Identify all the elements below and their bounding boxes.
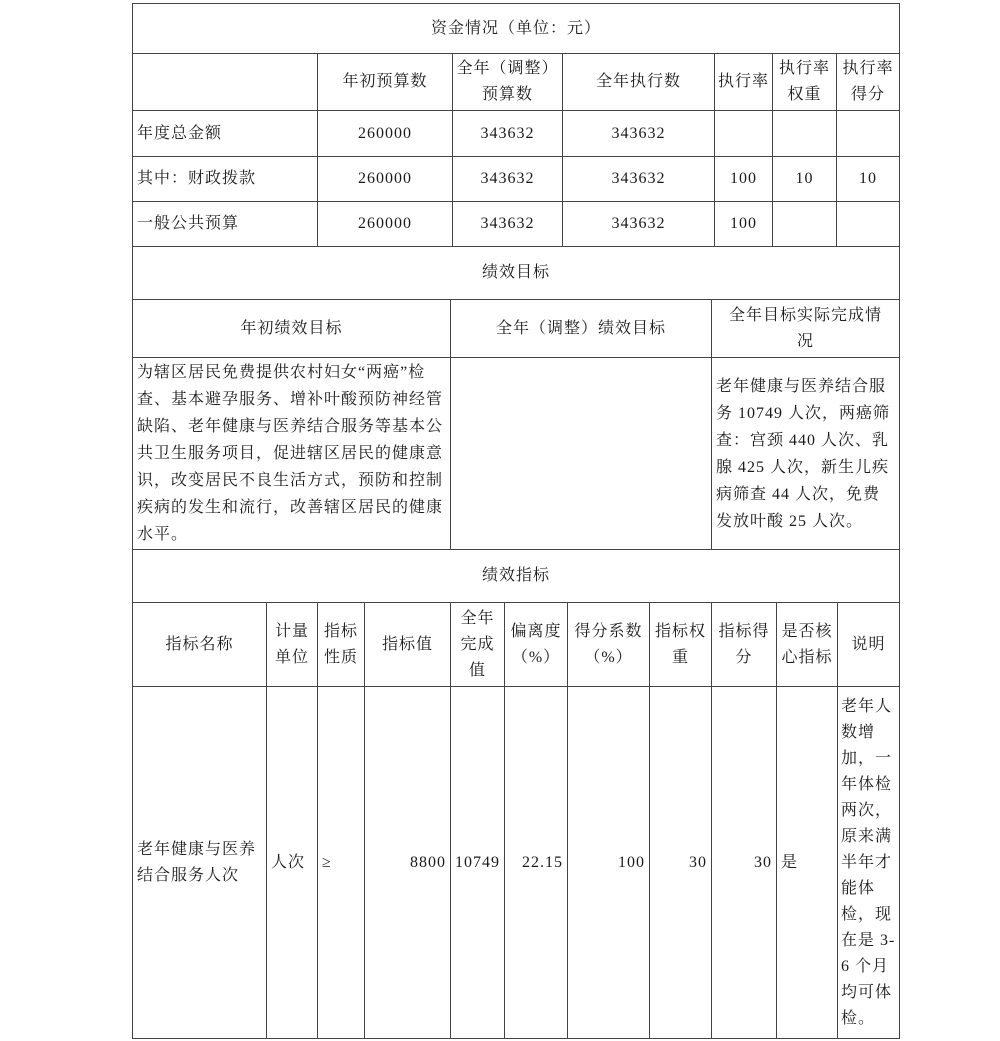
indicator-target-cell: 8800: [365, 687, 451, 1038]
funding-value-exec-rate-score: [837, 202, 899, 246]
funding-row-label: 年度总金额: [133, 111, 318, 156]
performance-evaluation-table: [132, 3, 900, 1039]
goals-header-row: [133, 300, 899, 358]
goals-header-initial: 年初绩效目标: [133, 300, 451, 357]
indicator-header-weight: 指标权重: [650, 603, 712, 686]
indicator-score-coef-cell: 100: [568, 687, 650, 1038]
funding-value-executed: 343632: [563, 202, 715, 246]
indicator-header-completed: 全年完成值: [451, 603, 505, 686]
funding-row-label: 其中：财政拨款: [133, 157, 318, 201]
goals-header-actual: 全年目标实际完成情况: [728, 306, 882, 350]
indicators-title-row: [133, 550, 899, 603]
funding-header-blank: [133, 54, 318, 110]
indicator-header-score: 指标得分: [712, 603, 777, 686]
indicator-header-note: 说明: [851, 635, 886, 653]
funding-row-fiscal: [133, 157, 899, 202]
indicator-score-cell: 30: [712, 687, 777, 1038]
indicator-header-core: 是否核心指标: [777, 603, 838, 686]
funding-value-exec-rate: [715, 111, 773, 156]
funding-header-row: [133, 54, 899, 111]
funding-value-exec-rate-score: [837, 111, 899, 156]
funding-row-public-budget: [133, 202, 899, 247]
goals-header-adjusted: 全年（调整）绩效目标: [451, 300, 712, 357]
indicators-header-row: [133, 603, 899, 687]
indicator-header-name: 指标名称: [133, 603, 267, 686]
funding-title-row: [133, 4, 899, 54]
goals-actual-text: 老年健康与医养结合服务 10749 人次，两癌筛查：宫颈 440 人次、乳腺 425 人次，新生儿疾病筛查 44 人次，免费发放叶酸 25 人次。: [716, 377, 891, 530]
goals-initial-text: 为辖区居民免费提供农村妇女“两癌”检查、基本避孕服务、增补叶酸预防神经管缺陷、老年健康与医养结合服务等基本公共卫生服务项目，促进辖区居民的健康意识，改变居民不良生活方式，预防和控制疾病的发生和流行，改善辖区居民的健康水平。: [133, 358, 451, 549]
indicator-name-cell: 老年健康与医养结合服务人次: [133, 687, 267, 1038]
indicator-header-target: 指标值: [365, 603, 451, 686]
funding-value-exec-rate: 100: [715, 202, 773, 246]
funding-value-adjusted-budget: 343632: [453, 202, 563, 246]
indicator-header-deviation: 偏离度（%）: [505, 603, 568, 686]
indicator-data-row: [133, 687, 899, 1038]
funding-value-initial-budget: 260000: [318, 157, 453, 201]
indicator-header-score-coef: 得分系数（%）: [568, 603, 650, 686]
funding-section-title: 资金情况（单位：元）: [430, 19, 601, 37]
indicator-header-unit: 计量单位: [267, 603, 318, 686]
funding-row-total: [133, 111, 899, 157]
funding-header-exec-rate: 执行率: [715, 54, 773, 110]
indicator-note-cell: 老年人数增加，一年体检两次，原来满半年才能体检，现在是 3-6 个月均可体检。: [841, 697, 896, 1027]
funding-row-label: 一般公共预算: [133, 202, 318, 246]
funding-header-executed: 全年执行数: [563, 54, 715, 110]
indicator-completed-cell: 10749: [451, 687, 505, 1038]
goals-section-title: 绩效目标: [481, 264, 550, 281]
funding-value-exec-rate-score: 10: [859, 170, 877, 187]
indicator-header-nature: 指标性质: [318, 603, 365, 686]
funding-header-exec-rate-weight: 执行率权重: [773, 54, 837, 110]
funding-value-exec-rate-weight: [773, 111, 837, 156]
funding-value-executed: 343632: [563, 157, 715, 201]
funding-value-adjusted-budget: 343632: [453, 111, 563, 156]
funding-value-exec-rate-weight: [773, 202, 837, 246]
goals-adjusted-text: [451, 358, 712, 549]
indicator-core-cell: 是: [777, 687, 838, 1038]
funding-value-executed: 343632: [563, 111, 715, 156]
indicator-deviation-cell: 22.15: [505, 687, 568, 1038]
goals-title-row: [133, 247, 899, 300]
funding-value-exec-rate: 100: [715, 157, 773, 201]
funding-header-initial-budget: 年初预算数: [318, 54, 453, 110]
funding-header-exec-rate-score: 执行率得分: [842, 60, 894, 103]
funding-value-initial-budget: 260000: [318, 111, 453, 156]
funding-value-initial-budget: 260000: [318, 202, 453, 246]
indicators-section-title: 绩效指标: [481, 567, 550, 584]
indicator-nature-cell: ≥: [318, 687, 365, 1038]
funding-value-adjusted-budget: 343632: [453, 157, 563, 201]
goals-content-row: [133, 358, 899, 550]
indicator-unit-cell: 人次: [267, 687, 318, 1038]
indicator-weight-cell: 30: [650, 687, 712, 1038]
funding-header-adjusted-budget: 全年（调整）预算数: [453, 54, 563, 110]
funding-value-exec-rate-weight: 10: [773, 157, 837, 201]
